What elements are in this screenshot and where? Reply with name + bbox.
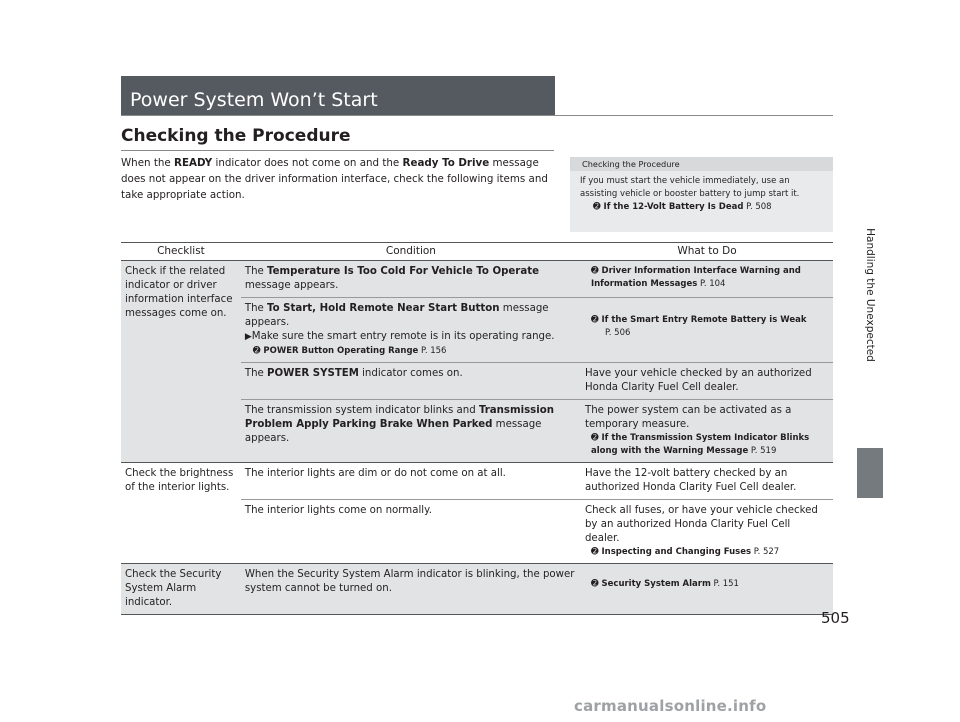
- checklist-cell: Check if the related indicator or driver information interface messages come on.: [121, 261, 241, 463]
- header-condition: Condition: [241, 243, 581, 261]
- side-tab[interactable]: [857, 448, 883, 498]
- note-body: [570, 171, 833, 214]
- condition-cell: The interior lights are dim or do not come on at all.: [241, 463, 581, 500]
- ready-to-drive-term: Ready To Drive: [402, 157, 490, 169]
- page-number: 505: [821, 609, 850, 627]
- what-to-do-cell: [581, 261, 833, 298]
- reference-link[interactable]: ➋ Security System Alarm P. 151: [590, 579, 739, 589]
- reference-arrow-icon: ➋: [590, 266, 599, 276]
- banner-title: Power System Won’t Start: [130, 89, 378, 111]
- intro-paragraph: When the READY indicator does not come on and the Ready To Drive message does not appear on the driver information interface, check the following items and take appropriate action.: [121, 157, 548, 201]
- heading-rule: [121, 150, 554, 151]
- ready-term: READY: [174, 157, 213, 169]
- section-heading: Checking the Procedure: [121, 126, 351, 146]
- reference-link[interactable]: ➋ Driver Information Interface Warning and Information Messages P. 104: [590, 266, 801, 289]
- what-to-do-cell: Have the 12-volt battery checked by an authorized Honda Clarity Fuel Cell dealer.: [581, 463, 833, 500]
- what-to-do-cell: The power system can be activated as a temporary measure. ➋ If the Transmission System Indicator Blinks along with the Warning Message P. 519: [581, 400, 833, 463]
- condition-cell: The interior lights come on normally.: [241, 500, 581, 564]
- reference-link[interactable]: ➋ If the Smart Entry Remote Battery is Weak P. 506: [590, 315, 807, 338]
- header-checklist: Checklist: [121, 243, 241, 261]
- section-banner: [121, 76, 555, 116]
- table-header-row: [121, 243, 833, 261]
- watermark: carmanualsonline.info: [574, 697, 767, 715]
- reference-link[interactable]: ➋ Inspecting and Changing Fuses P. 527: [590, 547, 780, 557]
- reference-arrow-icon: ➋: [590, 315, 599, 325]
- banner-rule: [121, 115, 833, 116]
- checklist-cell: Check the brightness of the interior lights.: [121, 463, 241, 564]
- header-what-to-do: What to Do: [581, 243, 833, 261]
- note-text: If you must start the vehicle immediately, use an assisting vehicle or booster battery to jump start it.: [580, 176, 800, 199]
- checklist-table: [121, 242, 833, 615]
- reference-link[interactable]: ➋ If the Transmission System Indicator Blinks along with the Warning Message P. 519: [590, 433, 810, 456]
- what-to-do-cell: [581, 298, 833, 363]
- condition-cell: When the Security System Alarm indicator is blinking, the power system cannot be turned on.: [241, 564, 581, 615]
- reference-arrow-icon: ➋: [593, 202, 601, 212]
- note-reference-link[interactable]: ➋ If the 12-Volt Battery Is Dead P. 508: [593, 202, 772, 212]
- condition-cell: The transmission system indicator blinks and Transmission Problem Apply Parking Brake When Parked message appears.: [241, 400, 581, 463]
- reference-arrow-icon: ➋: [590, 433, 599, 443]
- condition-cell: The Temperature Is Too Cold For Vehicle To Operate message appears.: [241, 261, 581, 298]
- reference-arrow-icon: ➋: [590, 579, 599, 589]
- side-note: [570, 157, 833, 232]
- what-to-do-cell: Check all fuses, or have your vehicle checked by an authorized Honda Clarity Fuel Cell dealer. ➋ Inspecting and Changing Fuses P. 527: [581, 500, 833, 564]
- reference-arrow-icon: ➋: [252, 346, 261, 356]
- reference-link[interactable]: ➋ POWER Button Operating Range P. 156: [252, 346, 447, 356]
- table-row: [121, 463, 833, 500]
- table-row: [121, 564, 833, 615]
- reference-arrow-icon: ➋: [590, 547, 599, 557]
- table-row: [121, 261, 833, 298]
- note-heading: Checking the Procedure: [570, 157, 833, 171]
- condition-cell: The POWER SYSTEM indicator comes on.: [241, 363, 581, 400]
- condition-cell: The To Start, Hold Remote Near Start Button message appears. ▶Make sure the smart entry remote is in its operating range. ➋ POWER Button Operating Range P. 156: [241, 298, 581, 363]
- checklist-cell: Check the Security System Alarm indicator.: [121, 564, 241, 615]
- triangle-bullet-icon: ▶: [244, 332, 252, 342]
- side-section-label: Handling the Unexpected: [864, 228, 876, 362]
- what-to-do-cell: Have your vehicle checked by an authorized Honda Clarity Fuel Cell dealer.: [581, 363, 833, 400]
- what-to-do-cell: [581, 564, 833, 615]
